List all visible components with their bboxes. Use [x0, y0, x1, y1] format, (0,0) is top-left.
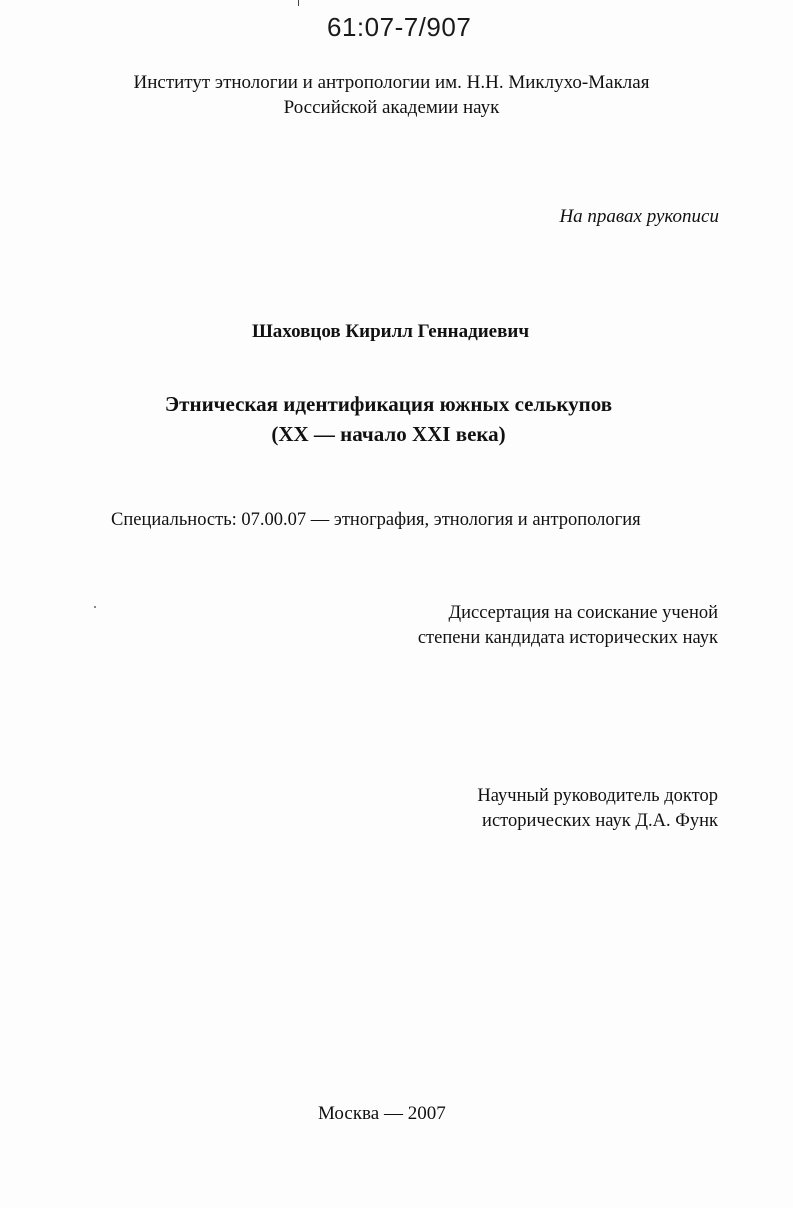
manuscript-note: На правах рукописи [559, 206, 719, 227]
supervisor [477, 784, 718, 834]
author-name: Шаховцов Кирилл Геннадиевич [251, 321, 530, 342]
institute-block [0, 70, 793, 120]
title-line-1: Этническая идентификация южных селькупов [164, 392, 613, 416]
dissertation-title [0, 389, 793, 449]
degree-statement [418, 601, 718, 651]
degree-line-2: степени кандидата исторических наук [417, 628, 718, 648]
scan-mark [298, 0, 299, 6]
specialty: Специальность: 07.00.07 — этнография, этнология и антропология [111, 510, 641, 530]
title-line-2: (XX — начало XXI века) [271, 422, 506, 446]
institute-line-1: Институт этнологии и антропологии им. Н.Н. Миклухо-Маклая [133, 72, 650, 93]
supervisor-line-1: Научный руководитель доктор [477, 786, 718, 806]
degree-line-1: Диссертация на соискание ученой [448, 603, 718, 623]
call-number: 61:07-7/907 [327, 12, 472, 42]
scan-speck [94, 606, 96, 608]
place-and-year: Москва — 2007 [318, 1103, 446, 1124]
supervisor-line-2: исторических наук Д.А. Функ [482, 811, 718, 831]
institute-line-2: Российской академии наук [283, 97, 500, 118]
